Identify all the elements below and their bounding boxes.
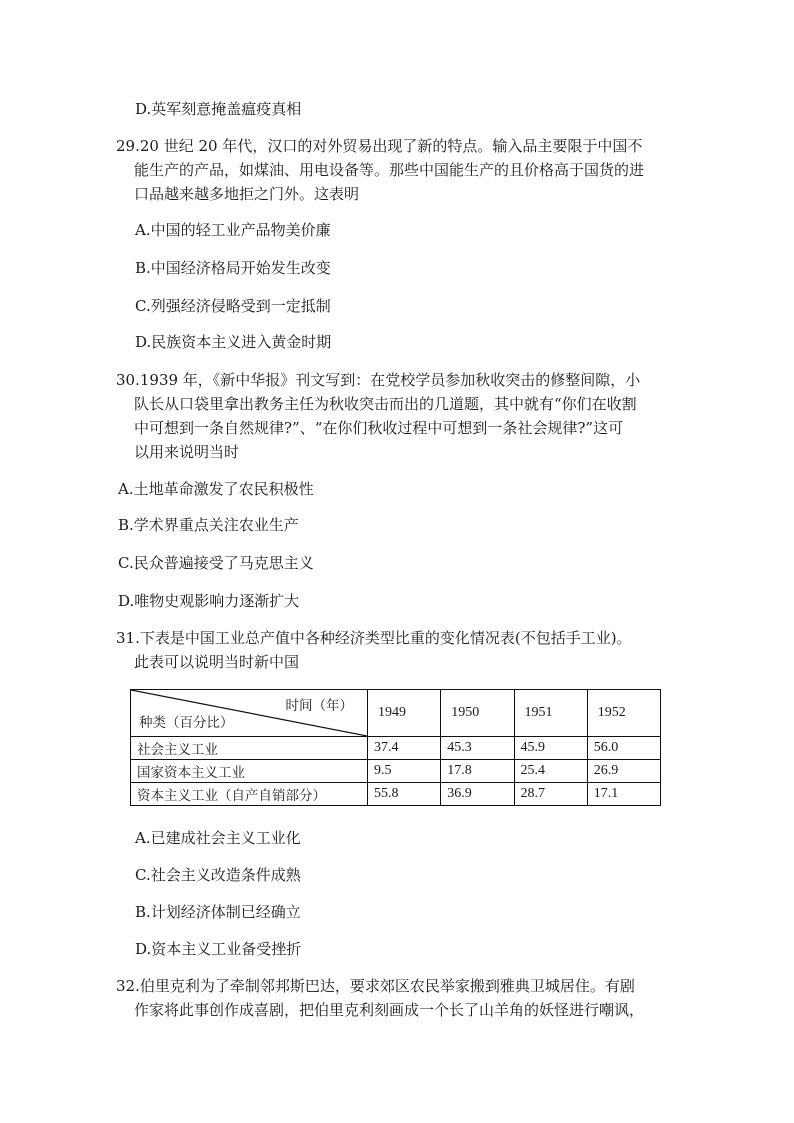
year-header: 1950 (441, 690, 514, 737)
header-kind-label: 种类（百分比） (139, 715, 234, 731)
option-d: D.民族资本主义进入黄金时期 (135, 333, 332, 351)
header-time-label: 时间（年） (285, 698, 353, 714)
question-text-line: 中可想到一条自然规律?”、“在你们秋收过程中可想到一条社会规律?”这可 (134, 419, 624, 437)
option-d: D.资本主义工业备受挫折 (135, 940, 302, 958)
value-cell: 17.8 (441, 760, 514, 783)
value-cell: 45.9 (514, 737, 587, 760)
option-c: C.民众普遍接受了马克思主义 (118, 554, 314, 572)
value-cell: 36.9 (441, 783, 514, 806)
question-text-line: 32.伯里克利为了牵制邻邦斯巴达，要求郊区农民举家搬到雅典卫城居住。有剧 (116, 977, 635, 995)
question-text-line: 30.1939 年，《新中华报》刊文写到：在党校学员参加秋收突击的修整间隙，小 (116, 371, 641, 389)
option-d: D.唯物史观影响力逐渐扩大 (118, 592, 300, 610)
value-cell: 28.7 (514, 783, 587, 806)
table-row (131, 760, 661, 783)
value-cell: 45.3 (441, 737, 514, 760)
option-a: A.中国的轻工业产品物美价廉 (135, 221, 331, 239)
value-cell: 56.0 (587, 737, 660, 760)
option-a: A.已建成社会主义工业化 (135, 829, 301, 847)
year-header: 1951 (514, 690, 587, 737)
diagonal-header-cell (131, 690, 368, 737)
option-b: B.学术界重点关注农业生产 (118, 516, 299, 534)
question-text-line: 队长从口袋里拿出教务主任为秋收突击而出的几道题，其中就有“你们在收割 (134, 395, 637, 413)
option-d-prev: D.英军刻意掩盖瘟疫真相 (135, 100, 302, 118)
question-text-line: 能生产的产品，如煤油、用电设备等。那些中国能生产的且价格高于国货的进 (134, 161, 645, 179)
question-text-line: 29.20 世纪 20 年代，汉口的对外贸易出现了新的特点。输入品主要限于中国不 (116, 137, 643, 155)
question-text-line: 此表可以说明当时新中国 (134, 653, 300, 671)
option-b: B.计划经济体制已经确立 (135, 903, 301, 921)
value-cell: 25.4 (514, 760, 587, 783)
value-cell: 55.8 (368, 783, 441, 806)
year-header: 1952 (587, 690, 660, 737)
table-header-row (131, 690, 661, 737)
kind-cell: 国家资本主义工业 (131, 760, 368, 783)
option-c: C.社会主义改造条件成熟 (135, 866, 301, 884)
option-c: C.列强经济侵略受到一定抵制 (135, 297, 331, 315)
kind-cell: 社会主义工业 (131, 737, 368, 760)
kind-cell: 资本主义工业（自产自销部分） (131, 783, 368, 806)
value-cell: 37.4 (368, 737, 441, 760)
industry-share-table (130, 689, 661, 806)
option-b: B.中国经济格局开始发生改变 (135, 259, 331, 277)
option-a: A.土地革命激发了农民积极性 (118, 480, 314, 498)
question-text-line: 作家将此事创作成喜剧，把伯里克利刻画成一个长了山羊角的妖怪进行嘲讽， (134, 1001, 645, 1019)
value-cell: 17.1 (587, 783, 660, 806)
value-cell: 9.5 (368, 760, 441, 783)
question-text-line: 31.下表是中国工业总产值中各种经济类型比重的变化情况表(不包括手工业)。 (116, 629, 632, 647)
year-header: 1949 (368, 690, 441, 737)
value-cell: 26.9 (587, 760, 660, 783)
table-row (131, 737, 661, 760)
table-row (131, 783, 661, 806)
question-text-line: 以用来说明当时 (134, 443, 240, 461)
question-text-line: 口品越来越多地拒之门外。这表明 (134, 185, 360, 203)
